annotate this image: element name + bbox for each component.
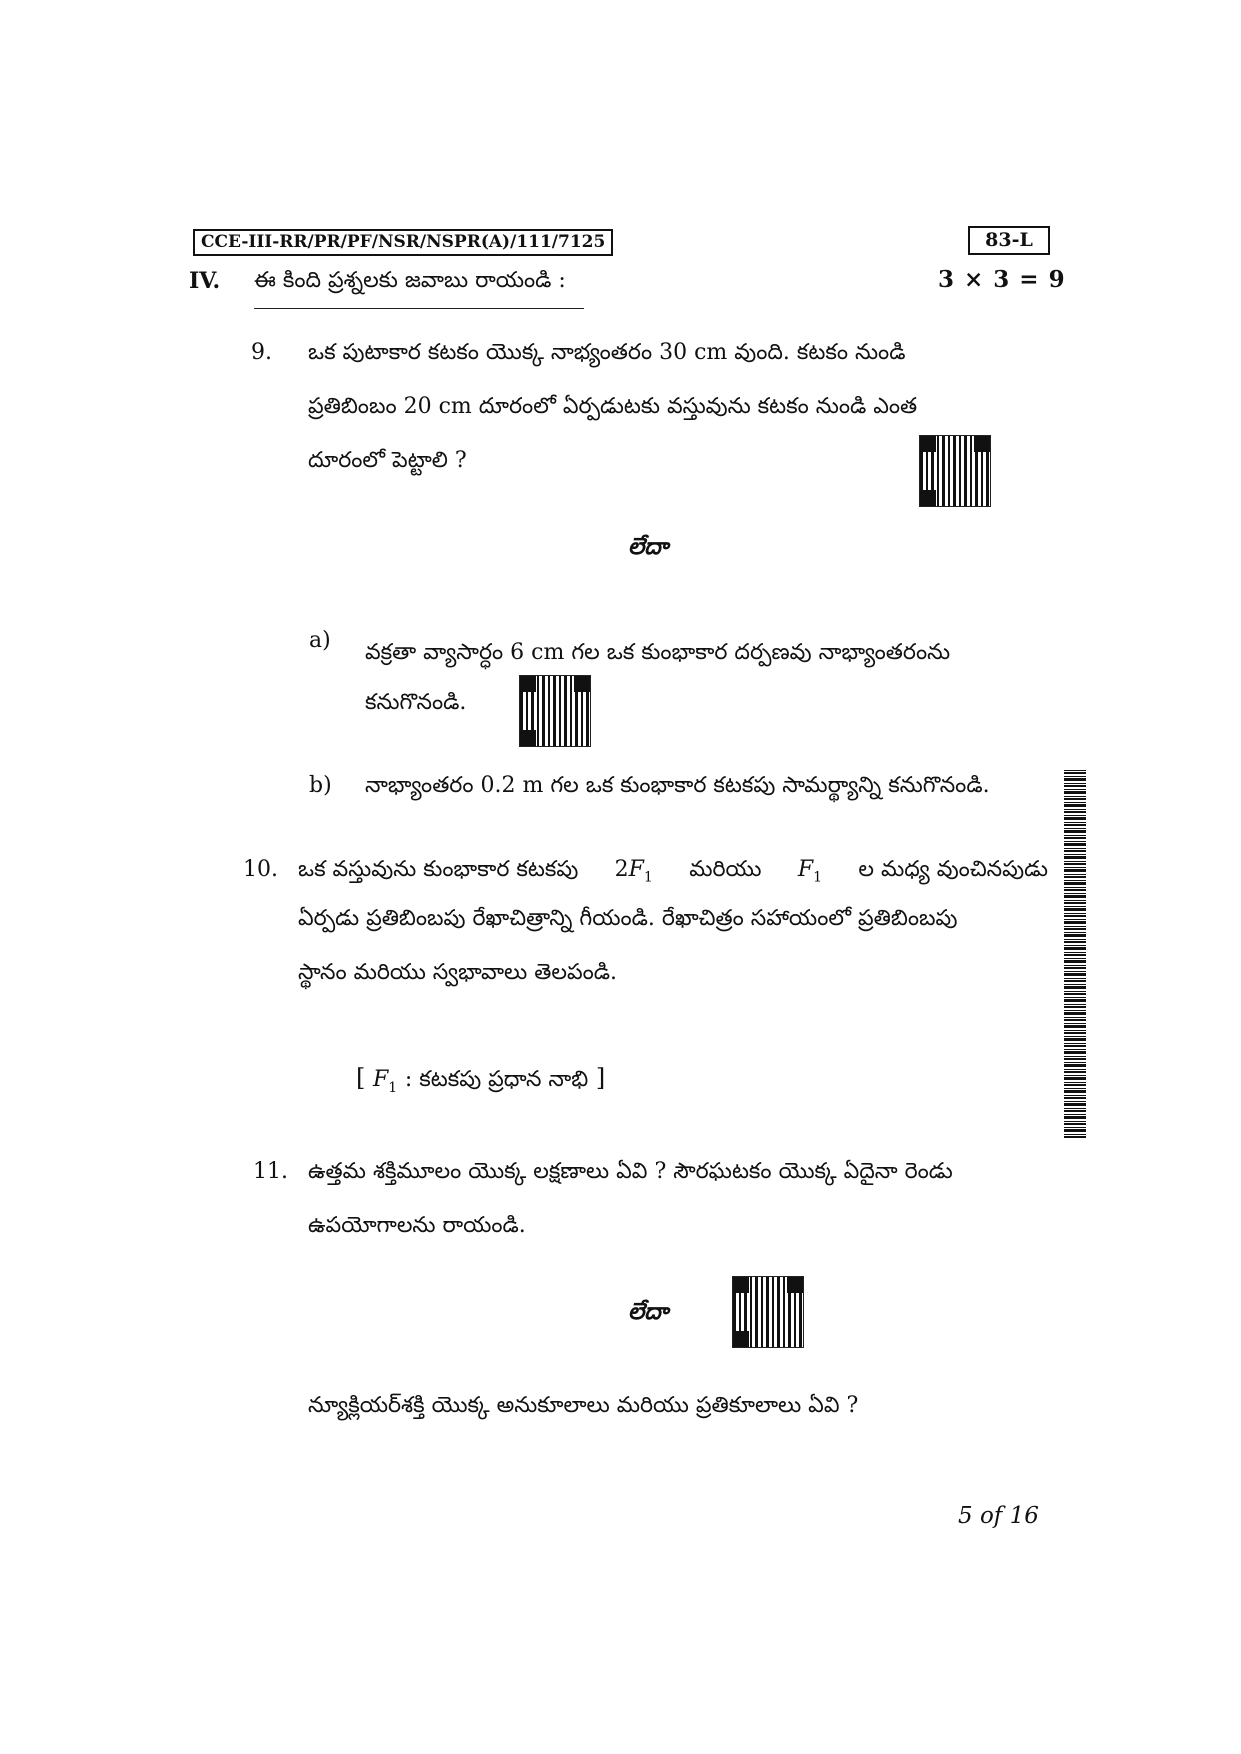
question-line: స్థానం మరియు స్వభావాలు తెలపండి. xyxy=(298,960,618,985)
sub-question-a xyxy=(365,628,1048,728)
question-line: ఉపయోగాలను రాయండి. xyxy=(308,1213,526,1238)
qr-code-icon xyxy=(733,1277,803,1347)
qr-code-icon xyxy=(920,436,990,506)
sub-question-label: a) xyxy=(309,628,331,653)
question-number: 9. xyxy=(251,340,272,365)
question-text: ఒక వస్తువును కుంభాకార కటకపు xyxy=(298,857,579,882)
or-separator: లేదా xyxy=(628,1298,669,1325)
question-10-text xyxy=(298,892,1048,1000)
sub-question-line: కనుగొనండి. xyxy=(365,690,467,715)
question-text: ల మధ్య వుంచినపుడు xyxy=(858,857,1048,882)
question-11-text xyxy=(308,1145,1048,1253)
series-code: 83-L xyxy=(968,226,1050,255)
question-line: ప్రతిబింబం 20 cm దూరంలో ఏర్పడుటకు వస్తువును కటకం నుండి ఎంత xyxy=(308,394,918,419)
question-10-line-1 xyxy=(298,857,1048,887)
question-number: 11. xyxy=(253,1159,288,1184)
qr-code-icon xyxy=(520,676,590,746)
question-line: ఉత్తమ శక్తిమూలం యొక్క లక్షణాలు ఏవి ? సౌరఘటకం యొక్క ఏదైనా రెండు xyxy=(308,1159,953,1184)
question-line: ఏర్పడు ప్రతిబింబపు రేఖాచిత్రాన్ని గీయండి. రేఖాచిత్రం సహాయంలో ప్రతిబింబపు xyxy=(298,906,958,931)
question-number: 10. xyxy=(243,857,278,882)
sub-question-label: b) xyxy=(309,773,332,798)
question-line: ఒక పుటాకార కటకం యొక్క నాభ్యంతరం 30 cm వుంది. కటకం నుండి xyxy=(308,340,906,365)
question-line: దూరంలో పెట్టాలి ? xyxy=(308,448,467,473)
section-instruction: ఈ కింది ప్రశ్నలకు జవాబు రాయండి : xyxy=(254,268,584,309)
barcode xyxy=(1064,770,1086,1138)
section-number: IV. xyxy=(189,268,221,294)
math-f1: $F_1$ xyxy=(797,857,823,886)
section-marks: 3 × 3 = 9 xyxy=(938,266,1066,293)
sub-question-line: వక్రతా వ్యాసార్ధం 6 cm గల ఒక కుంభాకార దర్పణవు నాభ్యాంతరంను xyxy=(365,640,951,665)
sub-question-b: నాభ్యాంతరం 0.2 m గల ఒక కుంభాకార కటకపు సామర్థ్యాన్ని కనుగొనండి. xyxy=(365,773,990,798)
or-separator: లేదా xyxy=(628,533,669,560)
math-2f1: $2F_1$ xyxy=(614,857,653,886)
paper-code: CCE-III-RR/PR/PF/NSR/NSPR(A)/111/7125 xyxy=(193,229,613,256)
question-10-note: [ $F_1$ : కటకపు ప్రధాన నాభి ] xyxy=(356,1064,606,1096)
question-11-alternative: న్యూక్లియర్‌శక్తి యొక్క అనుకూలాలు మరియు ప్రతికూలాలు ఏవి ? xyxy=(308,1393,859,1418)
page-number: 5 of 16 xyxy=(958,1503,1039,1529)
question-text: మరియు xyxy=(689,857,762,882)
